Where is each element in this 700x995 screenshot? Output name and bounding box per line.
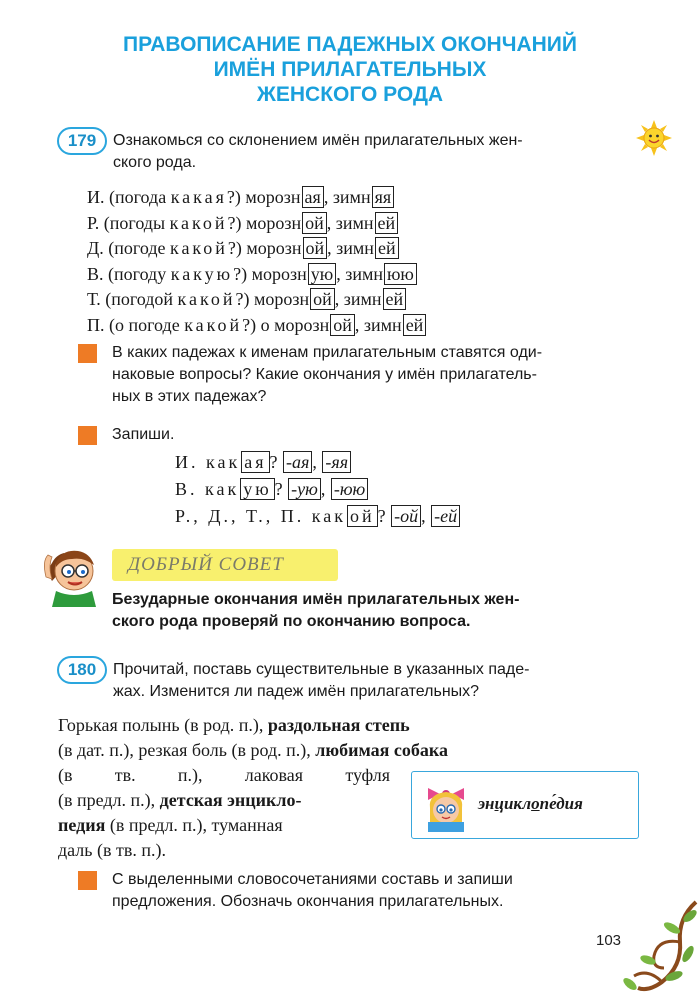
ending-box: -ей (431, 505, 460, 527)
title-line-1: ПРАВОПИСАНИЕ ПАДЕЖНЫХ ОКОНЧАНИЙ (123, 33, 577, 56)
question-prefix: В. как (175, 479, 240, 499)
declension-row: П. (о погоде какой?) о морозн ой , зимн ей (87, 312, 426, 338)
word-part: пе (539, 794, 557, 813)
declension-row: Д. (погоде какой?) морозн ой , зимн ей (87, 235, 426, 261)
highlighted-phrase: любимая собака (315, 740, 448, 760)
ending-box: юю (384, 263, 417, 285)
case-label: Д. (погоде (87, 238, 166, 258)
task-line: Прочитай, поставь существительные в указанных паде- (113, 661, 530, 678)
ending-box: ей (375, 237, 399, 259)
case-question: какой (169, 212, 228, 233)
case-question: какую (170, 263, 234, 284)
ending-box: ой (347, 505, 378, 527)
ending-box: -юю (331, 478, 368, 500)
highlighted-phrase: раздольная степь (267, 715, 410, 735)
task-line: жах. Изменится ли падеж имён прилагательных? (113, 683, 480, 700)
word-stem: о морозн (260, 314, 330, 335)
word-stem: зимн (332, 187, 371, 207)
text-fragment: (в предл. п.), туманная (109, 815, 283, 835)
exercise-text-line-3: (в тв. п.), лаковая туфля (58, 765, 390, 785)
declension-row: В. (погоду какую?) морозн ую , зимн юю (87, 261, 426, 287)
question-line: наковые вопросы? Какие окончания у имён прилагатель- (112, 366, 537, 383)
question-block (112, 342, 652, 408)
write-instruction: Запиши. (112, 426, 175, 443)
case-label: Р. (погоды (87, 212, 166, 233)
case-question: какой (177, 289, 236, 309)
text-fragment: Горькая полынь (в род. п.), (58, 715, 264, 735)
page-title (0, 32, 700, 107)
declension-row: Т. (погодой какой?) морозн ой , зимн ей (87, 286, 426, 312)
final-task (112, 869, 652, 913)
title-line-3: ЖЕНСКОГО РОДА (256, 83, 444, 106)
question-end: ?) (227, 212, 242, 233)
word-part: эн (478, 794, 495, 813)
orange-bullet (78, 871, 97, 890)
question-end: ?) (235, 289, 250, 309)
ending-question-row: Р., Д., Т., П. как ой ? -ой , -ей (175, 503, 460, 530)
ending-box: ой (302, 212, 327, 234)
ornament-icon (618, 898, 700, 995)
ending-box: ей (383, 288, 407, 310)
ending-box: яя (372, 186, 395, 208)
text-fragment: (в дат. п.), резкая боль (в род. п.), (58, 740, 311, 760)
question-prefix: И. как (175, 452, 241, 472)
exercise-text-line-2 (58, 738, 640, 763)
advice-line: Безударные окончания имён прилагательных жен- (112, 591, 520, 608)
girl-reader-icon (422, 778, 470, 834)
orange-bullet (78, 344, 97, 363)
question-mark: ? (269, 452, 278, 472)
question-line: ных в этих падежах? (112, 388, 267, 405)
exercise-180-number: 180 (57, 656, 107, 684)
case-label: В. (погоду (87, 263, 167, 284)
declension-row: Р. (погоды какой?) морозн ой , зимн ей (87, 210, 426, 236)
word-stem: морозн (246, 238, 302, 258)
question-mark: ? (274, 479, 283, 499)
word-stem: зимн (345, 263, 383, 284)
word-stem: зимн (335, 212, 374, 233)
word-stem: морозн (253, 289, 310, 309)
word-stem: зимн (363, 314, 402, 335)
declension-row: И. (погода какая?) морозн ая , зимн яя (87, 184, 426, 210)
word-part-underlined: ц (494, 794, 504, 813)
case-label: П. (о погоде (87, 314, 180, 335)
case-question: какой (169, 238, 228, 258)
ending-question-row: И. как ая ? -ая , -яя (175, 449, 460, 476)
question-end: ?) (233, 263, 248, 284)
ending-box: ей (403, 314, 427, 336)
declension-table (87, 184, 426, 337)
ending-box: ая (241, 451, 269, 473)
vocabulary-word (478, 794, 583, 814)
word-part-underlined: о (531, 794, 540, 813)
exercise-180-task (113, 659, 643, 703)
task-line-1: Ознакомься со склонением имён прилагательных жен- (113, 132, 523, 149)
ending-box: ой (330, 314, 355, 336)
question-end: ?) (226, 187, 241, 207)
word-part: ́дия (556, 794, 583, 813)
highlighted-phrase: педия (58, 815, 106, 835)
ending-box: ую (308, 263, 336, 285)
ending-box: ой (303, 237, 328, 259)
ending-box: ей (375, 212, 399, 234)
advice-label: ДОБРЫЙ СОВЕТ (112, 549, 338, 581)
advice-rule (112, 589, 646, 633)
exercise-179-task (113, 130, 633, 174)
word-stem: зимн (343, 289, 382, 309)
exercise-179-number: 179 (57, 127, 107, 155)
question-end: ?) (242, 314, 257, 335)
word-stem: морозн (245, 212, 302, 233)
text-fragment: (в предл. п.), (58, 790, 156, 810)
question-prefix: Р., Д., Т., П. как (175, 506, 346, 526)
ending-box: -ую (288, 478, 321, 500)
word-stem: морозн (251, 263, 307, 284)
advice-line: ского рода проверяй по окончанию вопроса. (112, 613, 471, 630)
ending-box: -яя (322, 451, 351, 473)
exercise-text-line-5 (58, 813, 390, 838)
word-part: икл (503, 794, 532, 813)
ending-box: ой (310, 288, 335, 310)
boy-mascot-icon (38, 541, 108, 607)
question-line: В каких падежах к именам прилагательным ставятся оди- (112, 344, 543, 361)
ending-box: -ой (391, 505, 421, 527)
case-label: Т. (погодой (87, 289, 174, 309)
case-question: какой (184, 314, 243, 335)
case-question: какая (170, 187, 227, 207)
final-task-line: предложения. Обозначь окончания прилагательных. (112, 893, 504, 910)
question-mark: ? (377, 506, 386, 526)
final-task-line: С выделенными словосочетаниями составь и запиши (112, 871, 513, 888)
exercise-text-line-6: даль (в тв. п.). (58, 840, 166, 860)
vocabulary-box (411, 771, 639, 839)
ending-question-row: В. как ую ? -ую , -юю (175, 476, 460, 503)
exercise-text-line-1 (58, 713, 640, 738)
question-end: ?) (227, 238, 242, 258)
exercise-text-line-4 (58, 788, 390, 813)
title-line-2: ИМЁН ПРИЛАГАТЕЛЬНЫХ (213, 58, 487, 81)
ending-box: ая (302, 186, 324, 208)
orange-bullet (78, 426, 97, 445)
word-stem: морозн (245, 187, 301, 207)
highlighted-phrase: детская энцикло- (159, 790, 302, 810)
case-label: И. (погода (87, 187, 167, 207)
word-stem: зимн (336, 238, 374, 258)
sun-icon (636, 120, 672, 156)
ending-box: -ая (283, 451, 312, 473)
ending-box: ую (240, 478, 274, 500)
ending-questions (175, 449, 460, 530)
page-number: 103 (596, 932, 622, 949)
task-line-2: ского рода. (113, 154, 197, 171)
